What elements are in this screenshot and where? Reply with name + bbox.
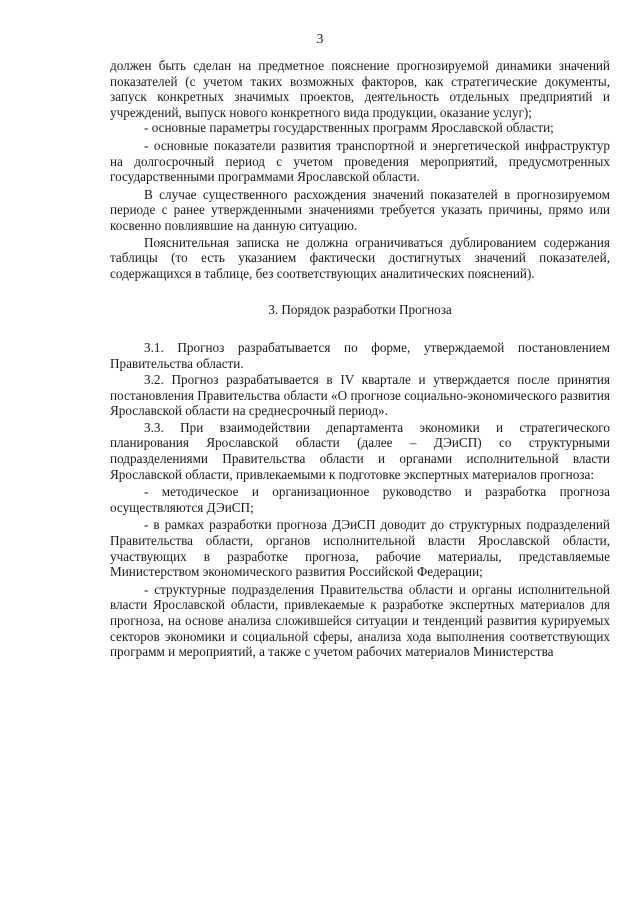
body-paragraph-explanatory-note: Пояснительная записка не должна ограничиваться дублированием содержания таблицы (то есть указанием фактически достигнутых значений показателей, содержащихся в таблице, без соответствующих аналитических пояснений). [110,234,610,281]
page-number: 3 [316,32,324,47]
list-item-working-materials: - в рамках разработки прогноза ДЭиСП доводит до структурных подразделений Правительства области, органов исполнительной власти Ярославской области, участвующих в разработке прогноза, рабочие материалы, представляемые Министерством экономического развития Российской Федерации; [110,517,610,580]
clause-3-1: 3.1. Прогноз разрабатывается по форме, утверждаемой постановлением Правительства области. [110,339,610,371]
list-item-methodical-guidance: - методическое и организационное руководство и разработка прогноза осуществляются ДЭиСП; [110,484,610,515]
section-heading: 3. Порядок разработки Прогноза [268,302,452,318]
body-paragraph-discrepancy: В случае существенного расхождения значений показателей в прогнозируемом периоде с ранее утвержденными значениями требуется указать причины, прямо или косвенно повлиявшие на данную ситуацию. [110,186,610,233]
list-item-infrastructure: - основные показатели развития транспортной и энергетической инфраструктур на долгосрочный период с учетом проведения мероприятий, предусмотренных государственными программами Ярославской области. [110,137,610,185]
list-item-state-programs: - основные параметры государственных программ Ярославской области; [144,120,554,136]
clause-3-3: 3.3. При взаимодействии департамента экономики и стратегического планирования Ярославской области (далее – ДЭиСП) со структурными подразделениями Правительства области и органами исполнительной власти Ярославской области, привлекаемыми к подготовке экспертных материалов прогноза: [110,419,610,482]
clause-3-2: 3.2. Прогноз разрабатывается в IV квартале и утверждается после принятия постановления Правительства области «О прогнозе социально-экономического развития Ярославской области на среднесрочный период». [110,372,610,419]
body-paragraph-continued: должен быть сделан на предметное пояснение прогнозируемой динамики значений показателей (с учетом таких возможных факторов, как стратегические документы, запуск конкретных значимых проектов, деятельность отдельных предприятий и учреждений, выпуск нового конкретного вида продукции, оказание услуг); [110,58,610,120]
list-item-structural-divisions: - структурные подразделения Правительства области и органы исполнительной власти Ярославской области, привлекаемые к разработке экспертных материалов для прогноза, на основе анализа сложившейся ситуации и тенденций развития курируемых секторов экономики и социальной сферы, анализа хода выполнения соответствующих программ и мероприятий, а также с учетом рабочих материалов Министерства [110,581,610,660]
document-body [110,58,610,660]
